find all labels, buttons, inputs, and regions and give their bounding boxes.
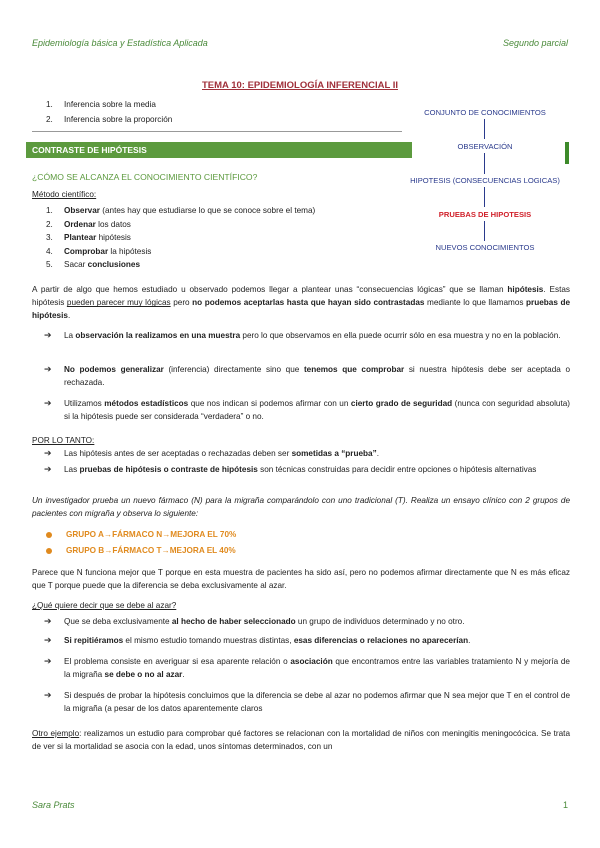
page-title: TEMA 10: EPIDEMIOLOGÍA INFERENCIAL II	[202, 80, 398, 91]
arrow-item: ➔ El problema consiste en averiguar si esa aparente relación o asociación que encontramos entre las variables tratamiento N y mejoría de la migraña se debe o no al azar.	[44, 656, 570, 680]
section-heading: CONTRASTE DE HIPÓTESIS	[26, 142, 412, 158]
therefore-label: POR LO TANTO:	[32, 436, 95, 445]
diagram-node: CONJUNTO DE CONOCIMIENTOS	[424, 108, 546, 117]
list-item: 4. Comprobar la hipótesis	[46, 246, 152, 256]
arrow-icon: ➔	[44, 690, 52, 700]
list-item: 1. Observar (antes hay que estudiarse lo que se conoce sobre el tema)	[46, 206, 316, 215]
arrow-item: ➔ Utilizamos métodos estadísticos que nos indican si podemos afirmar con un cierto grado de seguridad (nunca con seguridad absoluta) si la hipótesis puede ser considerada “verdadera” o no.	[44, 398, 571, 422]
list-item: 3. Plantear hipótesis	[46, 233, 131, 242]
paragraph-result: Parece que N funciona mejor que T porque en esta muestra de pacientes ha sido así, pero no podemos afirmar directamente que N es más eficaz que T porque puede que la diferencia se deba exclusivamente al azar.	[32, 568, 570, 591]
green-bar	[565, 142, 569, 164]
bullet-icon	[46, 532, 52, 538]
header-term: Segundo parcial	[502, 38, 568, 48]
list-item: 5. Sacar conclusiones	[46, 260, 140, 269]
method-label: Método científico:	[32, 190, 97, 199]
arrow-item: ➔ Que se deba exclusivamente al hecho de haber seleccionado un grupo de individuos determinado y no otro.	[44, 615, 570, 628]
arrow-icon: ➔	[44, 364, 52, 374]
group-item: GRUPO B→FÁRMACO T→MEJORA EL 40%	[46, 543, 236, 558]
arrow-icon: ➔	[44, 330, 52, 340]
arrow-item: ➔ Si después de probar la hipótesis concluimos que la diferencia se debe al azar no podemos afirmar que N sea mejor que T en el control de la migraña (a pesar de los datos aparentemente claros	[44, 690, 570, 714]
diagram-node: NUEVOS CONOCIMIENTOS	[435, 243, 535, 252]
paragraph-hypothesis: A partir de algo que hemos estudiado u observado podemos llegar a plantear unas “consecuencias lógicas” que se llaman hipótesis. Estas hipótesis pueden parecer muy lógicas pero no podemos aceptarlas hasta que hayan sido contrastadas mediante lo que llamamos pruebas de hipótesis.	[32, 285, 571, 321]
table-of-contents	[46, 97, 172, 127]
footer-author: Sara Prats	[32, 800, 75, 810]
toc-item: 1. Inferencia sobre la media	[46, 100, 156, 109]
page-number: 1	[562, 800, 568, 810]
arrow-item: ➔ No podemos generalizar (inferencia) directamente sino que tenemos que comprobar si nuestra hipótesis debe ser aceptada o rechazada.	[44, 364, 570, 388]
example-text: Un investigador prueba un nuevo fármaco (N) para la migraña comparándolo con uno tradicional (T). Realiza un ensayo clínico con 2 grupos de pacientes con migraña y observa lo siguiente:	[32, 496, 570, 519]
arrow-icon: ➔	[44, 656, 52, 666]
random-question: ¿Qué quiere decir que se debe al azar?	[32, 601, 177, 610]
arrow-item: ➔ Las pruebas de hipótesis o contraste de hipótesis son técnicas construidas para decidir entre opciones o hipótesis alternativas	[44, 463, 570, 476]
arrow-icon: ➔	[44, 635, 52, 645]
question-heading: ¿CÓMO SE ALCANZA EL CONOCIMIENTO CIENTÍFICO?	[32, 172, 258, 182]
arrow-item: ➔ La observación la realizamos en una muestra pero lo que observamos en ella puede ocurrir sólo en esa muestra y no en la población.	[44, 329, 570, 342]
arrow-item: ➔ Si repitiéramos el mismo estudio tomando muestras distintas, esas diferencias o relaciones no aparecerían.	[44, 634, 570, 647]
arrow-icon: ➔	[44, 398, 52, 408]
arrow-icon: ➔	[44, 464, 52, 474]
toc-item: 2. Inferencia sobre la proporción	[46, 115, 173, 124]
method-diagram	[405, 104, 575, 264]
header-subject: Epidemiología básica y Estadística Aplicada	[32, 38, 208, 48]
diagram-connector	[484, 221, 485, 241]
diagram-connector	[484, 119, 485, 139]
group-item: GRUPO A→FÁRMACO N→MEJORA EL 70%	[46, 527, 236, 542]
arrow-item: ➔ Las hipótesis antes de ser aceptadas o rechazadas deben ser sometidas a “prueba”.	[44, 447, 570, 460]
arrow-icon: ➔	[44, 616, 52, 626]
diagram-node: HIPOTESIS (CONSECUENCIAS LOGICAS)	[410, 176, 560, 185]
bullet-icon	[46, 548, 52, 554]
diagram-connector	[484, 153, 485, 174]
diagram-node: PRUEBAS DE HIPOTESIS	[438, 210, 532, 219]
steps-list	[46, 204, 315, 272]
paragraph-other-example: Otro ejemplo: realizamos un estudio para comprobar qué factores se relacionan con la mortalidad de niños con meningitis meningocócica. Se trata de ver si la mortalidad se asocia con la edad, unos síntomas determinados, con un	[32, 729, 570, 752]
arrow-icon: ➔	[44, 448, 52, 458]
diagram-node: OBSERVACIÓN	[457, 142, 513, 151]
list-item: 2. Ordenar los datos	[46, 219, 131, 229]
divider	[32, 131, 402, 132]
